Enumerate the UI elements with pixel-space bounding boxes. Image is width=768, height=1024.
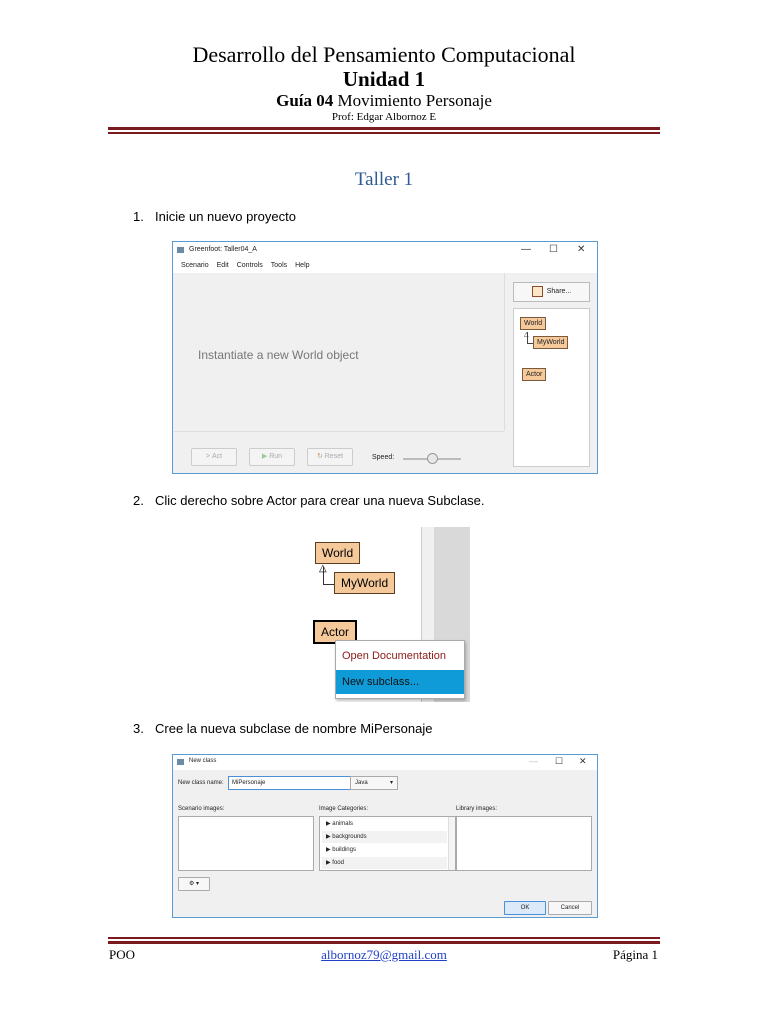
minimize-button[interactable]: — — [529, 756, 538, 766]
run-label: Run — [269, 453, 283, 460]
window-title: New class — [189, 758, 217, 764]
controls-divider — [174, 431, 504, 432]
image-categories-list[interactable] — [319, 816, 456, 871]
class-myworld[interactable]: MyWorld — [334, 572, 395, 594]
category-item[interactable] — [322, 857, 447, 869]
context-menu-screenshot — [300, 527, 470, 702]
play-icon: ▶ — [261, 453, 270, 460]
class-actor[interactable]: Actor — [522, 368, 546, 381]
footer-rule-bottom — [108, 941, 660, 944]
reset-button[interactable] — [307, 448, 353, 466]
guide-number: Guía 04 — [276, 91, 334, 110]
menu-bar — [173, 259, 597, 273]
speed-slider-thumb[interactable] — [427, 453, 438, 464]
minimize-button[interactable]: — — [521, 244, 531, 255]
footer-page-number: Página 1 — [612, 947, 658, 962]
act-icon: > — [205, 453, 212, 460]
step-number: 1. — [133, 209, 144, 224]
footer-email-link[interactable]: albornoz79@gmail.com — [321, 947, 447, 962]
menu-controls[interactable]: Controls — [236, 262, 263, 269]
maximize-button[interactable]: ☐ — [555, 756, 564, 766]
footer-rule-top — [108, 937, 660, 939]
step-text: Cree la nueva subclase de nombre MiPersonaje — [155, 721, 433, 736]
context-menu — [335, 640, 465, 699]
inherit-arrow-icon: △ — [524, 332, 529, 338]
step-1 — [133, 209, 296, 224]
expand-icon: ▶ — [326, 860, 333, 866]
footer-course: POO — [109, 947, 136, 962]
professor: Prof: Edgar Albornoz E — [331, 111, 437, 123]
reset-icon: ↻ — [316, 453, 325, 460]
new-class-dialog — [172, 754, 598, 918]
category-label: buildings — [332, 847, 356, 853]
guide-title — [0, 91, 768, 111]
class-name-label: New class name: — [178, 780, 224, 786]
category-label: backgrounds — [332, 834, 367, 840]
language-value: Java — [355, 780, 368, 786]
world-area — [174, 273, 505, 431]
class-panel — [513, 308, 590, 467]
close-button[interactable]: ✕ — [577, 244, 586, 255]
library-images-label: Library images: — [456, 806, 498, 812]
image-categories-label: Image Categories: — [319, 806, 369, 812]
header-rule-top — [108, 127, 660, 130]
step-number: 3. — [133, 721, 144, 736]
header-rule-bottom — [108, 132, 660, 134]
scenario-images-label: Scenario images: — [178, 806, 225, 812]
ok-button[interactable]: OK — [504, 901, 546, 915]
maximize-button[interactable]: ☐ — [549, 244, 558, 255]
cancel-button[interactable]: Cancel — [548, 901, 592, 915]
library-images-list[interactable] — [456, 816, 592, 871]
speed-label: Speed: — [372, 454, 395, 461]
expand-icon: ▶ — [326, 821, 333, 827]
share-button[interactable] — [513, 282, 590, 302]
app-icon — [177, 247, 184, 253]
class-actor-selected[interactable]: Actor — [313, 620, 357, 644]
step-text: Clic derecho sobre Actor para crear una nueva Subclase. — [155, 493, 485, 508]
menu-edit[interactable]: Edit — [216, 262, 229, 269]
section-title: Taller 1 — [354, 169, 414, 190]
reset-label: Reset — [324, 453, 344, 460]
language-select[interactable] — [350, 776, 398, 790]
class-myworld[interactable]: MyWorld — [533, 336, 568, 349]
step-number: 2. — [133, 493, 144, 508]
chevron-down-icon: ▾ — [389, 780, 393, 786]
menu-tools[interactable]: Tools — [270, 262, 288, 269]
class-world[interactable]: World — [520, 317, 546, 330]
category-item[interactable] — [322, 844, 447, 856]
scenario-images-list[interactable] — [178, 816, 314, 871]
share-icon — [532, 286, 543, 297]
close-button[interactable]: ✕ — [579, 756, 587, 766]
expand-icon: ▶ — [326, 834, 333, 840]
step-text: Inicie un nuevo proyecto — [155, 209, 296, 224]
app-icon — [177, 759, 184, 765]
menu-help[interactable]: Help — [295, 262, 310, 269]
category-item[interactable] — [322, 831, 447, 843]
category-label: food — [332, 860, 344, 866]
category-item[interactable] — [322, 818, 447, 830]
world-placeholder: Instantiate a new World object — [198, 348, 359, 362]
run-button[interactable] — [249, 448, 295, 466]
class-name-input[interactable]: MiPersonaje — [228, 776, 351, 790]
category-label: animals — [332, 821, 353, 827]
gear-icon: ⚙ ▾ — [188, 881, 200, 887]
title-bar — [173, 755, 597, 770]
new-subclass-item[interactable]: New subclass... — [336, 670, 464, 694]
act-label: Act — [211, 453, 223, 460]
menu-scenario[interactable]: Scenario — [181, 262, 209, 269]
guide-topic: Movimiento Personaje — [337, 91, 492, 110]
inherit-arrow-icon: △ — [319, 563, 327, 574]
greenfoot-window — [172, 241, 598, 474]
title-bar — [173, 242, 597, 259]
category-scrollbar[interactable] — [448, 817, 455, 870]
class-world[interactable]: World — [315, 542, 360, 564]
act-button[interactable] — [191, 448, 237, 466]
step-2 — [133, 493, 485, 508]
unit-title: Unidad 1 — [342, 67, 426, 91]
course-title: Desarrollo del Pensamiento Computacional — [192, 42, 576, 67]
settings-menu-button[interactable] — [178, 877, 210, 891]
expand-icon: ▶ — [326, 847, 333, 853]
open-documentation-item[interactable]: Open Documentation — [342, 650, 446, 662]
step-3 — [133, 721, 433, 736]
window-title: Greenfoot: Taller04_A — [189, 246, 257, 253]
share-label: Share... — [546, 288, 572, 295]
